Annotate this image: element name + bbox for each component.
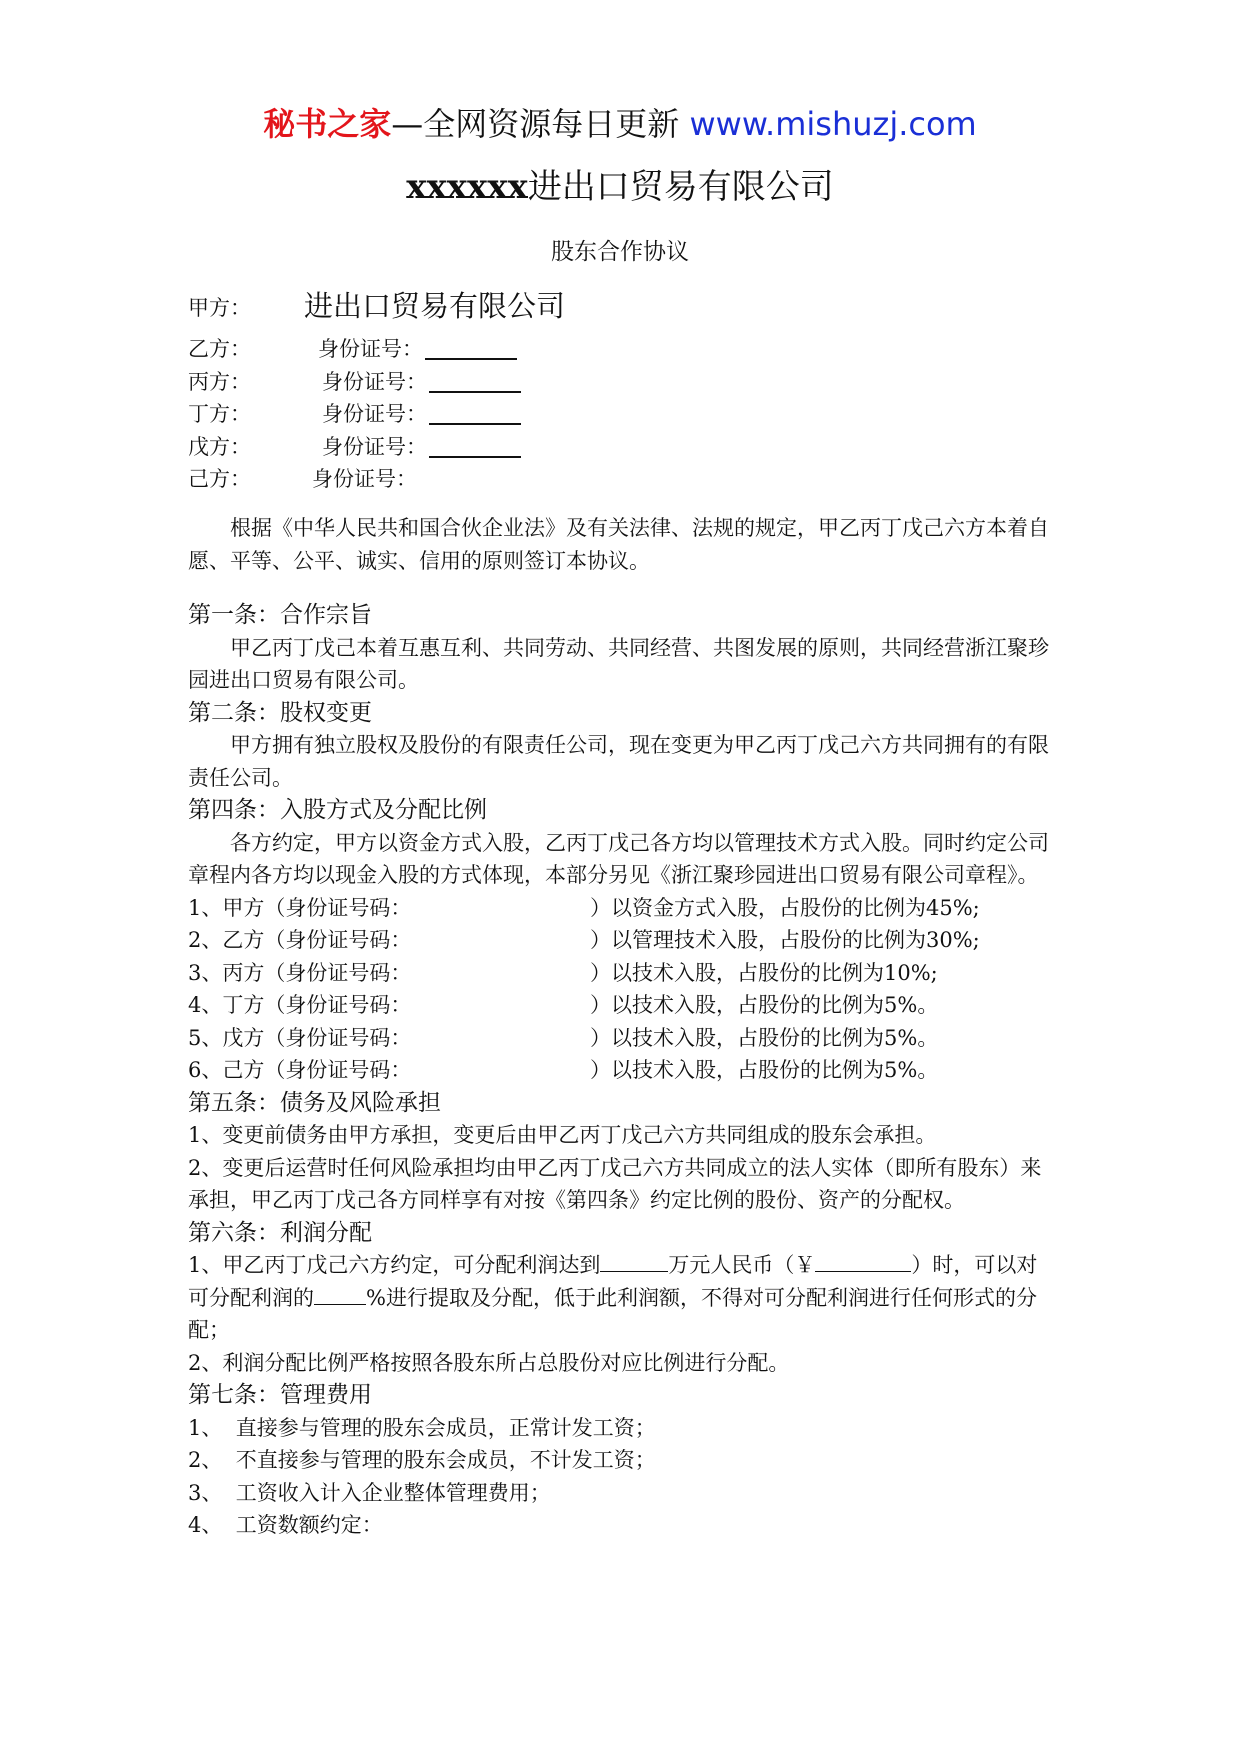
site-header xyxy=(0,100,1240,148)
share-party: 2、乙方（身份证号码： xyxy=(188,928,412,952)
section-title: 第七条：管理费用 xyxy=(188,1382,372,1408)
profit-text-d: %进行提取及分配，低于此利润额，不得对可分配利润进行任何形式的分配； xyxy=(188,1285,1037,1342)
id-blank xyxy=(429,369,521,393)
share-row xyxy=(188,989,1053,1022)
slogan: —全网资源每日更新 xyxy=(391,105,680,143)
fee-list xyxy=(188,1412,1053,1542)
list-item: 1、变更前债务由甲方承担，变更后由甲乙丙丁戊己六方共同组成的股东会承担。 xyxy=(188,1123,937,1147)
section-title: 第一条：合作宗旨 xyxy=(188,602,372,628)
profit-percent-blank xyxy=(314,1282,366,1305)
party-row xyxy=(188,430,1088,463)
share-row xyxy=(188,1054,1053,1087)
section-title: 第二条：股权变更 xyxy=(188,699,372,726)
share-row xyxy=(188,1022,1053,1055)
id-label: 身份证号： xyxy=(312,467,417,492)
id-blank xyxy=(429,401,521,425)
profit-text-c: ）时，可以对可分配利润的 xyxy=(188,1253,1038,1310)
share-party: 3、丙方（身份证号码： xyxy=(188,960,412,985)
share-terms: ）以技术入股，占股份的比例为5%。 xyxy=(590,993,939,1017)
party-label: 己方： xyxy=(188,467,251,492)
company-name xyxy=(0,162,1240,212)
party-label: 乙方： xyxy=(188,337,251,362)
document-title: 股东合作协议 xyxy=(551,239,689,265)
share-party: 6、己方（身份证号码： xyxy=(188,1058,412,1082)
profit-text-a: 1、甲乙丙丁戊己六方约定，可分配利润达到 xyxy=(188,1253,601,1277)
id-blank xyxy=(425,336,517,360)
share-party: 1、甲方（身份证号码： xyxy=(188,895,412,920)
party-label: 戊方： xyxy=(188,434,251,459)
share-row xyxy=(188,957,1053,990)
id-blank xyxy=(429,434,521,458)
profit-rmb-blank xyxy=(815,1249,911,1272)
site-url-link[interactable]: www.mishuzj.com xyxy=(689,105,977,143)
company-prefix: xxxxxx xyxy=(406,167,528,207)
party-row xyxy=(188,365,1088,398)
section-title: 第五条：债务及风险承担 xyxy=(188,1089,441,1116)
share-row xyxy=(188,892,1053,925)
share-party: 4、丁方（身份证号码： xyxy=(188,993,412,1017)
share-terms: ）以技术入股，占股份的比例为10%; xyxy=(590,960,938,985)
list-item: 4、 工资数额约定： xyxy=(188,1513,383,1537)
section-title: 第四条：入股方式及分配比例 xyxy=(188,797,487,823)
list-item: 2、变更后运营时任何风险承担均由甲乙丙丁戊己六方共同成立的法人实体（即所有股东）来承担，甲乙丙丁戊己各方同样享有对按《第四条》约定比例的股份、资产的分配权。 xyxy=(188,1155,1042,1212)
id-label: 身份证号： xyxy=(322,434,427,459)
section-text: 甲乙丙丁戊己本着互惠互利、共同劳动、共同经营、共图发展的原则，共同经营浙江聚珍园进出口贸易有限公司。 xyxy=(188,635,1049,692)
company-name-text: 进出口贸易有限公司 xyxy=(527,167,834,207)
party-a-value: 进出口贸易有限公司 xyxy=(304,289,566,323)
share-terms: ）以技术入股，占股份的比例为5%。 xyxy=(590,1058,939,1082)
party-a-row xyxy=(188,286,1088,326)
party-row xyxy=(188,397,1088,430)
share-terms: ）以技术入股，占股份的比例为5%。 xyxy=(590,1025,939,1050)
party-label: 丙方： xyxy=(188,369,251,394)
brand-name: 秘书之家 xyxy=(263,105,392,143)
agreement-body xyxy=(188,512,1053,1542)
share-terms: ）以资金方式入股，占股份的比例为45%; xyxy=(590,895,980,920)
profit-amount-blank xyxy=(600,1249,668,1272)
share-terms: ）以管理技术入股，占股份的比例为30%; xyxy=(590,928,980,952)
party-row xyxy=(188,332,1088,365)
section-title: 第六条：利润分配 xyxy=(188,1219,372,1246)
list-item xyxy=(188,1249,1053,1347)
party-label: 丁方： xyxy=(188,402,251,427)
list-item: 3、 工资收入计入企业整体管理费用； xyxy=(188,1480,551,1505)
id-label: 身份证号： xyxy=(322,369,427,394)
party-a-label: 甲方： xyxy=(188,296,251,320)
id-label: 身份证号： xyxy=(318,337,423,362)
party-row xyxy=(188,462,1088,495)
share-party: 5、戊方（身份证号码： xyxy=(188,1025,412,1050)
section-text: 甲方拥有独立股权及股份的有限责任公司，现在变更为甲乙丙丁戊己六方共同拥有的有限责任公司。 xyxy=(188,733,1049,790)
list-item: 2、利润分配比例严格按照各股东所占总股份对应比例进行分配。 xyxy=(188,1350,790,1375)
share-row xyxy=(188,924,1053,957)
profit-text-b: 万元人民币（￥ xyxy=(668,1253,816,1277)
id-label: 身份证号： xyxy=(322,402,427,427)
parties-block xyxy=(188,286,1088,495)
intro-paragraph: 根据《中华人民共和国合伙企业法》及有关法律、法规的规定，甲乙丙丁戊己六方本着自愿、平等、公平、诚实、信用的原则签订本协议。 xyxy=(188,516,1049,573)
list-item: 2、 不直接参与管理的股东会成员，不计发工资； xyxy=(188,1448,656,1472)
section-text: 各方约定，甲方以资金方式入股，乙丙丁戊己各方均以管理技术方式入股。同时约定公司章程内各方均以现金入股的方式体现，本部分另见《浙江聚珍园进出口贸易有限公司章程》。 xyxy=(188,830,1049,887)
list-item: 1、 直接参与管理的股东会成员，正常计发工资； xyxy=(188,1415,656,1440)
